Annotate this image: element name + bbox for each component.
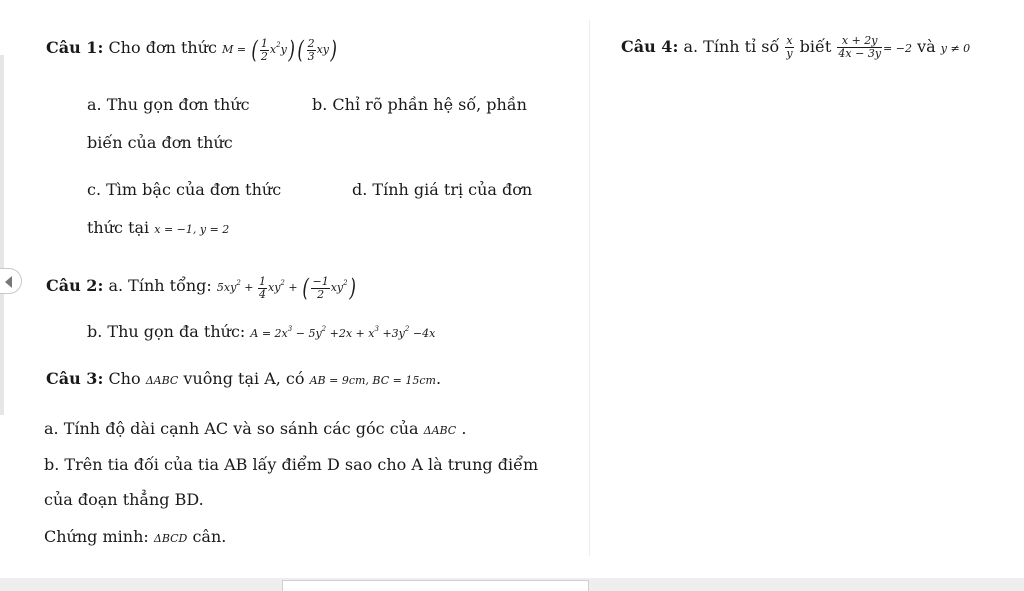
q3-label: Câu 3:: [46, 369, 104, 388]
q2-line-b: [87, 319, 435, 344]
q1-part-b: b. Chỉ rõ phần hệ số, phần: [312, 95, 527, 114]
q3-proof: Chứng minh: ΔBCD cân.: [44, 527, 227, 546]
q1-label: Câu 1:: [46, 38, 104, 57]
q3-part-b: b. Trên tia đối của tia AB lấy điểm D sao cho A là trung điểm: [44, 455, 539, 474]
q1-line: [46, 35, 338, 63]
q1-part-d: d. Tính giá trị của đơn: [352, 180, 533, 199]
q1-condition: x = −1, y = 2: [154, 223, 230, 236]
bottom-page-tab[interactable]: [282, 580, 589, 591]
q2-polynomial: $A = 2x^3 - 5y^2 +2x + x^3 +3y^2 -4x$: [250, 325, 436, 340]
collapse-panel-icon[interactable]: [0, 268, 22, 294]
q3-given: AB = 9cm, BC = 15cm: [309, 374, 436, 387]
q4-ratio: $\frac{x}{y}$: [786, 34, 793, 60]
q2-label: Câu 2:: [46, 276, 104, 295]
left-margin-edge: [0, 55, 4, 415]
q1-expression: M = ( $\frac{1}{2}$ $x^2y$) ( $\frac{2}{3}$ xy): [222, 36, 337, 64]
q3-proof-triangle: ΔBCD: [153, 532, 188, 545]
q3-a-triangle: ΔABC: [423, 424, 457, 437]
column-divider: [589, 20, 590, 556]
q1-text: Cho đơn thức: [108, 38, 217, 57]
q3-line: Câu 3: Cho ΔABC vuông tại A, có AB = 9cm, BC = 15cm.: [46, 369, 442, 388]
q4-fraction: $\frac{x + 2y}{4x - 3y}$: [838, 34, 882, 60]
q3-part-a: a. Tính độ dài cạnh AC và so sánh các góc của ΔABC .: [44, 419, 467, 438]
q4-label: Câu 4:: [621, 37, 679, 56]
q4-equals: = −2: [883, 42, 912, 55]
q1-part-b-cont: biến của đơn thức: [87, 133, 233, 152]
q1-part-c: c. Tìm bậc của đơn thức: [87, 180, 282, 199]
q4-line: Câu 4: a. Tính tỉ số $\frac{x}{y}$ biết $\frac{x + 2y}{4x - 3y}$ = −2 và y ≠ 0: [621, 34, 971, 60]
q3-triangle: ΔABC: [145, 374, 179, 387]
q2-line-a: [46, 273, 357, 301]
q1-part-d-cont: thức tại x = −1, y = 2: [87, 218, 230, 237]
q2-part-b: b. Thu gọn đa thức:: [87, 322, 246, 341]
q3-part-b-cont: của đoạn thẳng BD.: [44, 490, 204, 509]
q1-part-a: a. Thu gọn đơn thức: [87, 95, 250, 114]
q2-part-a: a. Tính tổng:: [108, 276, 212, 295]
q2-expression: $5xy^2$ + $\frac{1}{4}$ $xy^2$ + ( $\frac{-1}{2}$ $xy^2$): [216, 274, 356, 302]
q4-condition: y ≠ 0: [940, 42, 971, 55]
